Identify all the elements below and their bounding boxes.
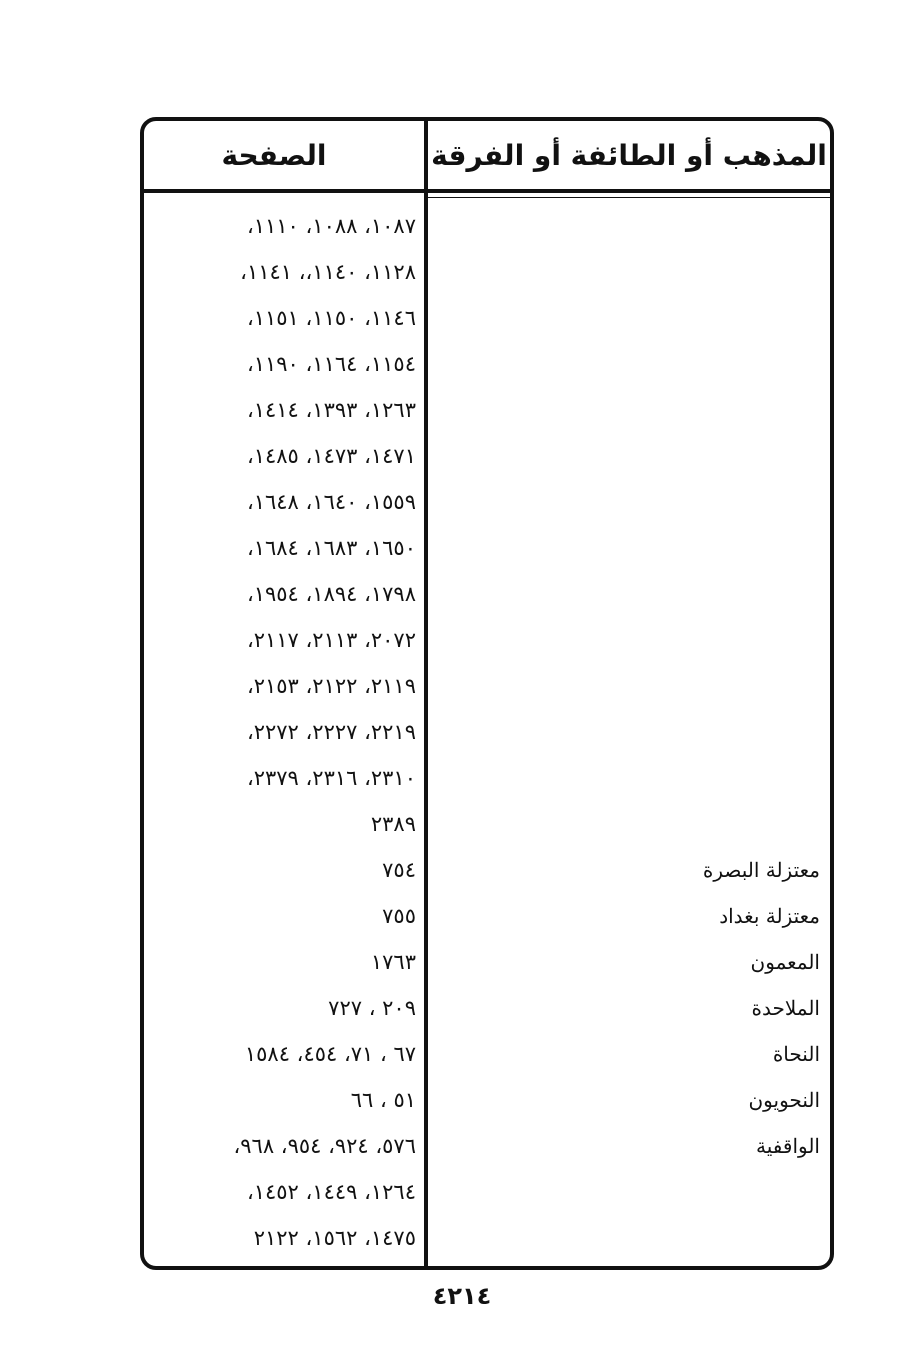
- table-row: [144, 479, 830, 525]
- page-references: ١١٤٦، ١١٥٠، ١١٥١،: [246, 306, 416, 330]
- page-references: ٢١١٩، ٢١٢٢، ٢١٥٣،: [246, 674, 416, 698]
- section-name: [428, 801, 820, 847]
- table-row: [144, 893, 830, 939]
- table-row: [144, 801, 830, 847]
- section-name: [428, 755, 820, 801]
- page-references: ١٢٦٣، ١٣٩٣، ١٤١٤،: [246, 398, 416, 422]
- index-table: [140, 117, 834, 1270]
- page-references: ٥١ ، ٦٦: [350, 1088, 416, 1112]
- header-section: المذهب أو الطائفة أو الفرقة: [431, 138, 827, 172]
- page-references: ١١٥٤، ١١٦٤، ١١٩٠،: [246, 352, 416, 376]
- section-name: [428, 709, 820, 755]
- section-name: [428, 617, 820, 663]
- header-divider: [144, 189, 830, 193]
- section-name: الواقفية: [756, 1134, 820, 1158]
- section-name: الملاحدة: [751, 996, 820, 1020]
- page-references: ١٢٦٤، ١٤٤٩، ١٤٥٢،: [246, 1180, 416, 1204]
- page-references: ٥٧٦، ٩٢٤، ٩٥٤، ٩٦٨،: [233, 1134, 416, 1158]
- section-name: [428, 1169, 820, 1215]
- table-row: [144, 1169, 830, 1215]
- section-name: [428, 1215, 820, 1261]
- section-name: النحاة: [772, 1042, 820, 1066]
- section-name: النحويون: [748, 1088, 820, 1112]
- header-pages: الصفحة: [221, 138, 327, 172]
- table-row: [144, 571, 830, 617]
- page-references: ٦٧ ، ٧١، ٤٥٤، ١٥٨٤: [244, 1042, 416, 1066]
- table-row: [144, 203, 830, 249]
- table-row: [144, 1077, 830, 1123]
- table-row: [144, 755, 830, 801]
- table-row: [144, 709, 830, 755]
- page-references: ١٠٨٧، ١٠٨٨، ١١١٠،: [246, 214, 416, 238]
- section-name: [428, 571, 820, 617]
- section-name: [428, 663, 820, 709]
- table-row: [144, 295, 830, 341]
- table-row: [144, 663, 830, 709]
- page-references: ٢٠٩ ، ٧٢٧: [328, 996, 416, 1020]
- section-name: [428, 341, 820, 387]
- table-row: [144, 985, 830, 1031]
- table-row: [144, 1123, 830, 1169]
- section-name: معتزلة بغداد: [719, 904, 820, 928]
- table-row: [144, 1031, 830, 1077]
- section-name: [428, 203, 820, 249]
- page-references: ١١٢٨، ١١٤٠،، ١١٤١،: [240, 260, 416, 284]
- table-row: [144, 341, 830, 387]
- page-references: ١٥٥٩، ١٦٤٠، ١٦٤٨،: [246, 490, 416, 514]
- table-row: [144, 249, 830, 295]
- page-references: ٢٠٧٢، ٢١١٣، ٢١١٧،: [246, 628, 416, 652]
- section-name: [428, 433, 820, 479]
- section-name: [428, 479, 820, 525]
- page-references: ٢٢١٩، ٢٢٢٧، ٢٢٧٢،: [246, 720, 416, 744]
- page-references: ٧٥٥: [382, 904, 416, 928]
- table-row: [144, 617, 830, 663]
- page-references: ٢٣٨٩: [370, 812, 416, 836]
- section-name: [428, 249, 820, 295]
- page-references: ١٧٩٨، ١٨٩٤، ١٩٥٤،: [246, 582, 416, 606]
- page-references: ٢٣١٠، ٢٣١٦، ٢٣٧٩،: [246, 766, 416, 790]
- page-references: ١٦٥٠، ١٦٨٣، ١٦٨٤،: [246, 536, 416, 560]
- table-row: [144, 387, 830, 433]
- table-row: [144, 847, 830, 893]
- table-row: [144, 433, 830, 479]
- section-name: [428, 387, 820, 433]
- section-name: [428, 525, 820, 571]
- page-references: ١٧٦٣: [370, 950, 416, 974]
- table-row: [144, 1215, 830, 1261]
- table-row: [144, 939, 830, 985]
- page-number: ٤٢١٤: [432, 1282, 492, 1310]
- section-name: معتزلة البصرة: [702, 858, 820, 882]
- section-name: المعمون: [750, 950, 820, 974]
- table-row: [144, 525, 830, 571]
- page-references: ١٤٧١، ١٤٧٣، ١٤٨٥،: [246, 444, 416, 468]
- header-divider-thin: [428, 197, 834, 198]
- page-references: ٧٥٤: [382, 858, 416, 882]
- page-references: ١٤٧٥، ١٥٦٢، ٢١٢٢: [253, 1226, 416, 1250]
- section-name: [428, 295, 820, 341]
